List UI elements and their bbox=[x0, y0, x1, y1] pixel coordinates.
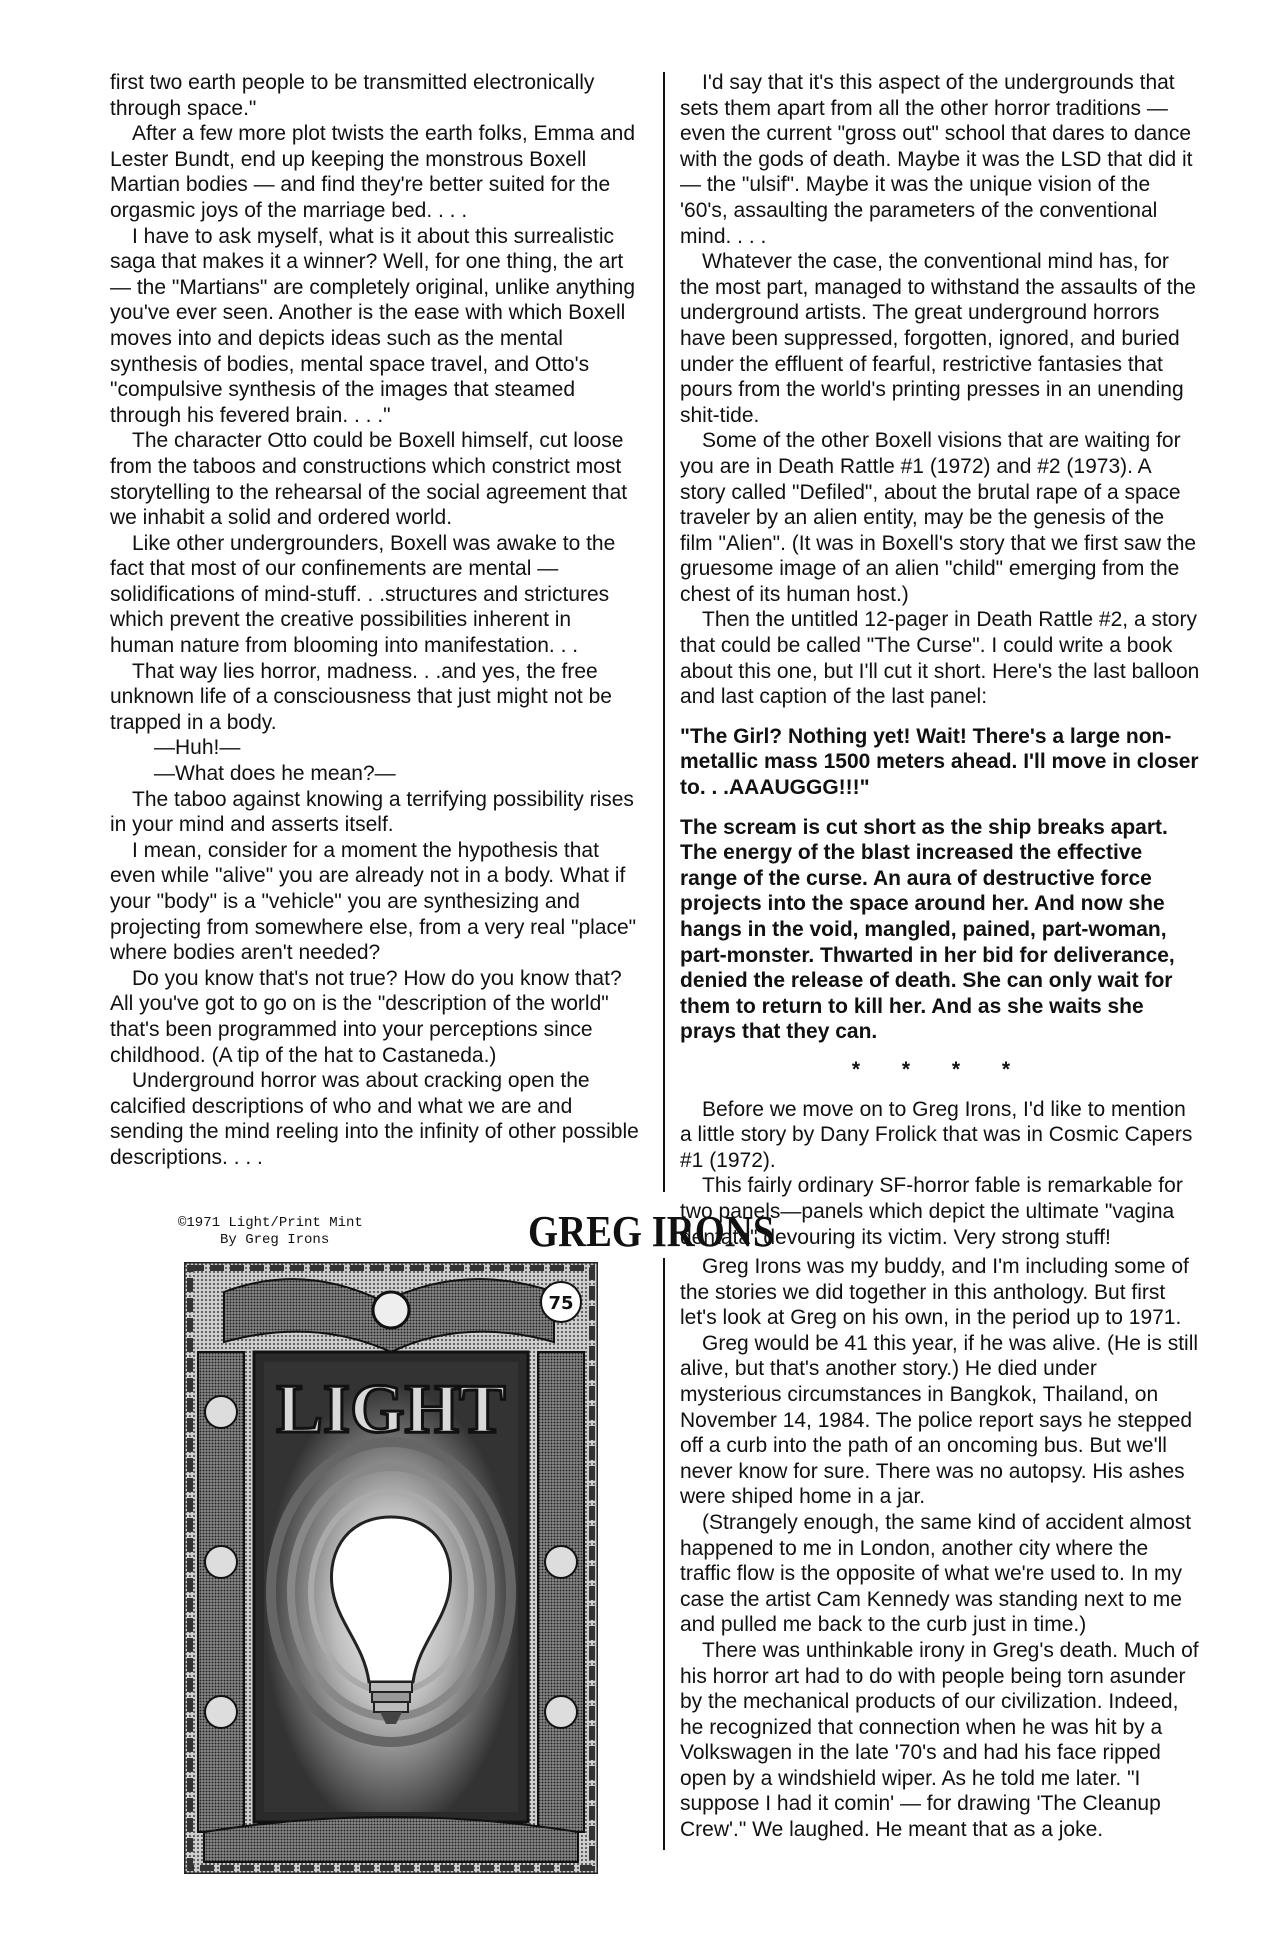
section-break: * * * * bbox=[851, 1057, 1029, 1081]
paragraph: The taboo against knowing a terrifying possibility rises in your mind and asserts itself. bbox=[110, 787, 634, 837]
poster-title: LIGHT bbox=[276, 1371, 506, 1448]
right-column-bottom bbox=[680, 1254, 1200, 1843]
image-caption bbox=[178, 1215, 363, 1249]
paragraph: Greg would be 41 this year, if he was alive. (He is still alive, but that's another story.) He died under mysterious circumstances in Bangkok, Thailand, on November 14, 1984. The police report says he stepped off a curb into the path of an oncoming bus. But we'll never know for sure. There was no autopsy. His ashes were shiped home in a jar. bbox=[680, 1331, 1199, 1509]
paragraph: Like other undergrounders, Boxell was awake to the fact that most of our confinements are mental — solidifications of mind-stuff. . .structures and strictures which prevent the creative possibilities inherent in human nature from blooming into manifestation. . . bbox=[110, 531, 616, 658]
column-divider bbox=[663, 72, 665, 1192]
quote-balloon: "The Girl? Nothing yet! Wait! There's a large non-metallic mass 1500 meters ahead. I'll move in closer to. . .AAAUGGG!!!" bbox=[680, 724, 1199, 800]
paragraph: There was unthinkable irony in Greg's death. Much of his horror art had to do with people being torn asunder by the mechanical products of our civilization. Indeed, he recognized that connection when he was hit by a Volkswagen in the late '70's and had his face ripped open by a windshield wiper. As he told me later. "I suppose I had it comin' — for drawing 'The Cleanup Crew'." We laughed. He meant that as a joke. bbox=[680, 1638, 1199, 1842]
section-heading: GREG IRONS bbox=[528, 1207, 775, 1256]
paragraph: This fairly ordinary SF-horror fable is remarkable for two panels—panels which depict the ultimate "vagina dentata" devouring its victim. Very strong stuff! bbox=[680, 1174, 1183, 1249]
paragraph: Greg Irons was my buddy, and I'm including some of the stories we did together in this anthology. But first let's look at Greg on his own, in the period up to 1971. bbox=[680, 1255, 1189, 1330]
paragraph: Whatever the case, the conventional mind has, for the most part, managed to withstand the assaults of the underground artists. The great underground horrors have been suppressed, forgotten, ignored, and buried under the effluent of fearful, restrictive fantasies that pours from the world's printing presses in an unending shit-tide. bbox=[680, 250, 1196, 427]
paragraph: Then the untitled 12-pager in Death Rattle #2, a story that could be called "The Curse". I could write a book about this one, but I'll cut it short. Here's the last balloon and last caption of the last panel: bbox=[680, 608, 1200, 709]
paragraph: I mean, consider for a moment the hypothesis that even while "alive" you are already not in a body. What if your "body" is a "vehicle" you are synthesizing and projecting from somewhere else, from a very real "place" where bodies aren't needed? bbox=[110, 838, 637, 965]
column-divider bbox=[663, 1258, 665, 1850]
paragraph: Some of the other Boxell visions that are waiting for you are in Death Rattle #1 (1972) and #2 (1973). A story called "Defiled", about the brutal rape of a space traveler by an alien entity, may be the genesis of the film "Alien". (It was in Boxell's story that we first saw the gruesome image of an alien "child" emerging from the chest of its human host.) bbox=[680, 429, 1197, 606]
paragraph: —Huh!— bbox=[154, 736, 241, 760]
paragraph: first two earth people to be transmitted electronically through space." bbox=[110, 71, 595, 120]
paragraph: Do you know that's not true? How do you know that? All you've got to go on is the "description of the world" that's been programmed into your perceptions since childhood. (A tip of the hat to Castaneda.) bbox=[110, 966, 622, 1067]
paragraph: Before we move on to Greg Irons, I'd like to mention a little story by Dany Frolick that was in Cosmic Capers #1 (1972). bbox=[680, 1097, 1193, 1172]
paragraph: I have to ask myself, what is it about this surrealistic saga that makes it a winner? Well, for one thing, the art — the "Martians" are completely original, unlike anything you've ever seen. Another is the ease with which Boxell moves into and depicts ideas such as the mental synthesis of bodies, mental space travel, and Otto's "compulsive synthesis of the images that steamed through his fevered brain. . . ." bbox=[110, 224, 635, 427]
paragraph: (Strangely enough, the same kind of accident almost happened to me in London, another city where the traffic flow is the opposite of what we're used to. In my case the artist Cam Kennedy was standing next to me and pulled me back to the curb just in time.) bbox=[680, 1510, 1192, 1637]
paragraph: After a few more plot twists the earth folks, Emma and Lester Bundt, end up keeping the monstrous Boxell Martian bodies — and find they're better suited for the orgasmic joys of the marriage bed. . . . bbox=[110, 122, 636, 222]
paragraph: The character Otto could be Boxell himself, cut loose from the taboos and constructions which constrict most storytelling to the rehearsal of the social agreement that we inhabit a solid and ordered world. bbox=[110, 429, 628, 530]
caption-credit: By Greg Irons bbox=[220, 1232, 330, 1248]
paragraph: I'd say that it's this aspect of the undergrounds that sets them apart from all the other horror traditions — even the current "gross out" school that dares to dance with the gods of death. Maybe it was the LSD that did it — the "ulsif". Maybe it was the unique vision of the '60's, assaulting the parameters of the conventional mind. . . . bbox=[680, 71, 1193, 248]
paragraph: Underground horror was about cracking open the calcified descriptions of who and what we are and sending the mind reeling into the infinity of other possible descriptions. . . . bbox=[110, 1069, 639, 1169]
light-poster-image bbox=[184, 1262, 598, 1874]
right-column-top bbox=[680, 70, 1200, 1250]
left-column bbox=[110, 70, 640, 1171]
paragraph: —What does he mean?— bbox=[154, 762, 396, 786]
quote-caption: The scream is cut short as the ship breaks apart. The energy of the blast increased the effective range of the curse. An aura of destructive force projects into the space around her. And now she hangs in the void, mangled, pained, part-woman, part-monster. Thwarted in her bid for deliverance, denied the release of death. She can only wait for them to return to kill her. And as she waits she prays that they can. bbox=[680, 815, 1175, 1044]
poster-issue-number: 75 bbox=[548, 1293, 574, 1314]
paragraph: That way lies horror, madness. . .and yes, the free unknown life of a consciousness that just might not be trapped in a body. bbox=[110, 659, 612, 734]
caption-copyright: ©1971 Light/Print Mint bbox=[178, 1215, 363, 1231]
